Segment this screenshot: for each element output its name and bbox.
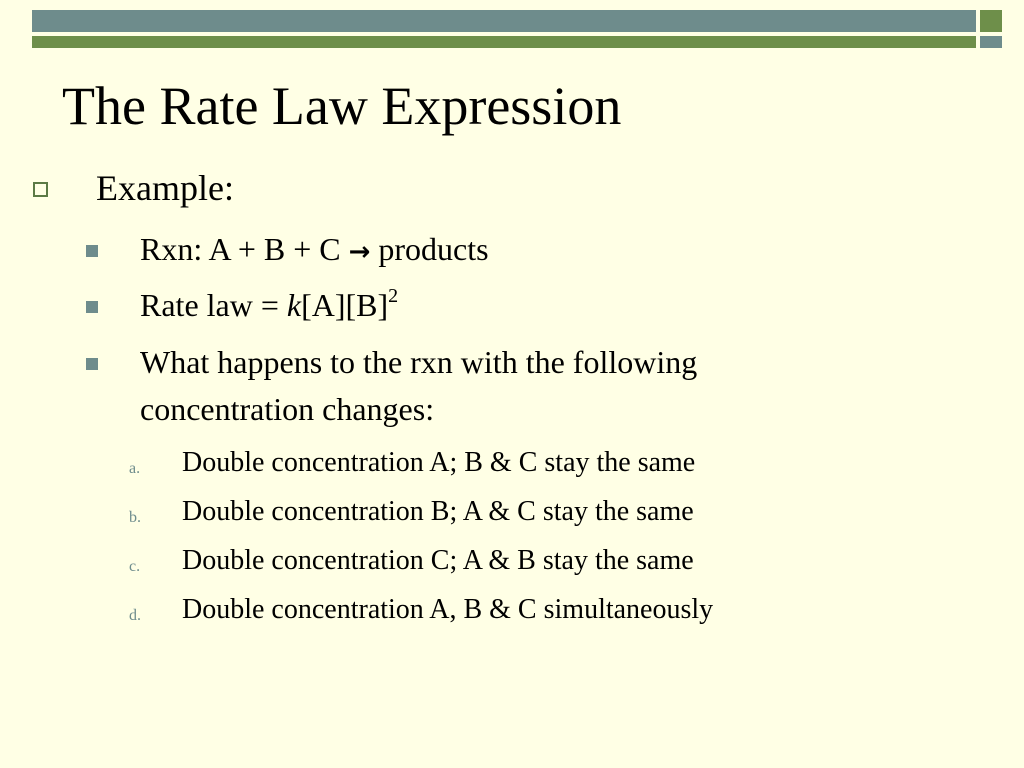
header-square-green [980,10,1002,32]
header-bar-top [32,10,976,32]
list-item: Double concentration A; B & C stay the same [182,447,696,478]
list-letter: b. [129,509,141,526]
list-letter: a. [129,460,141,477]
list-item: Double concentration C; A & B stay the same [182,545,694,576]
list-letter: c. [129,558,141,575]
square-bullet-icon [86,245,98,257]
bullet-example: Example: [96,168,234,208]
hollow-square-bullet-icon [33,182,48,197]
square-bullet-icon [86,358,98,370]
arrow-icon: → [348,237,371,267]
header-square-teal [980,36,1002,48]
square-bullet-icon [86,301,98,313]
bullet-question-line2: concentration changes: [140,391,435,427]
list-item: Double concentration A, B & C simultaneously [182,594,714,625]
bullet-reaction: Rxn: A + B + C → products [140,231,489,267]
list-item: Double concentration B; A & C stay the same [182,496,694,527]
slide-title: The Rate Law Expression [62,76,622,136]
bullet-rate-law: Rate law = $k[A][B]^2$ [140,285,399,323]
list-letter: d. [129,607,141,624]
header-bar-bottom [32,36,976,48]
bullet-question-line1: What happens to the rxn with the following [140,344,698,380]
